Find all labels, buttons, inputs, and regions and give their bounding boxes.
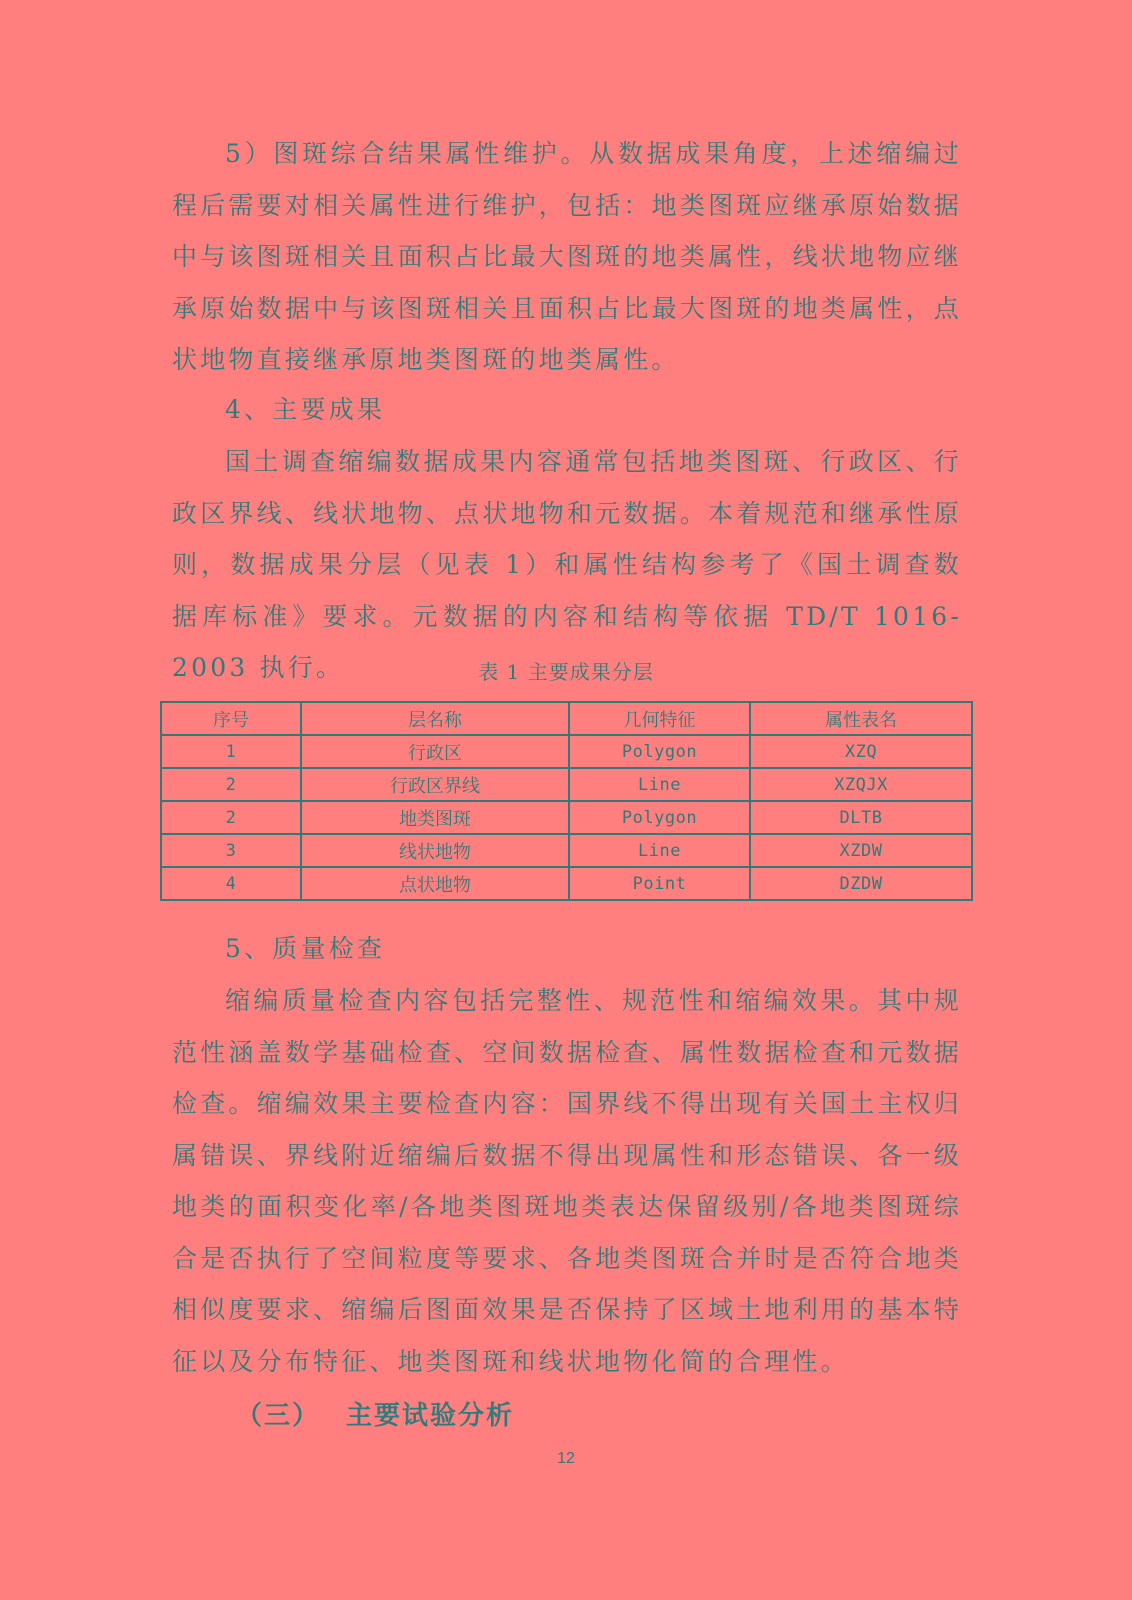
cell-serial: 3 <box>161 834 301 867</box>
results-layer-table <box>160 701 973 901</box>
cell-serial: 2 <box>161 801 301 834</box>
table-row <box>161 768 972 801</box>
cell-layer-name: 点状地物 <box>301 867 569 900</box>
table-row <box>161 735 972 768</box>
paragraph-main-results: 国土调查缩编数据成果内容通常包括地类图斑、行政区、行政区界线、线状地物、点状地物和元数据。本着规范和继承性原则，数据成果分层（见表 1）和属性结构参考了《国土调查数据库标准》要求。元数据的内容和结构等依据 TD/T 1016-2003 执行。 <box>172 447 962 682</box>
cell-serial: 2 <box>161 768 301 801</box>
header-layer-name: 层名称 <box>301 702 569 735</box>
cell-geometry: Polygon <box>569 735 750 768</box>
cell-serial: 1 <box>161 735 301 768</box>
cell-layer-name: 地类图斑 <box>301 801 569 834</box>
header-serial: 序号 <box>161 702 301 735</box>
section-number: （三） <box>236 1401 321 1431</box>
section-title: 主要试验分析 <box>346 1401 515 1431</box>
table-row <box>161 867 972 900</box>
cell-geometry: Point <box>569 867 750 900</box>
cell-serial: 4 <box>161 867 301 900</box>
cell-layer-name: 线状地物 <box>301 834 569 867</box>
cell-geometry: Polygon <box>569 801 750 834</box>
cell-geometry: Line <box>569 834 750 867</box>
heading-quality-check: 5、质量检查 <box>225 934 386 963</box>
paragraph-attribute-maintenance: 5）图斑综合结果属性维护。从数据成果角度，上述缩编过程后需要对相关属性进行维护，包括：地类图斑应继承原始数据中与该图斑相关且面积占比最大图斑的地类属性，线状地物应继承原始数据中与该图斑相关且面积占比最大图斑的地类属性，点状地物直接继承原地类图斑的地类属性。 <box>172 139 962 374</box>
cell-attribute-table: XZDW <box>750 834 972 867</box>
section-heading <box>236 1395 514 1432</box>
cell-layer-name: 行政区 <box>301 735 569 768</box>
table-header-row <box>161 702 972 735</box>
header-geometry: 几何特征 <box>569 702 750 735</box>
page-number: 12 <box>557 1450 575 1467</box>
heading-main-results: 4、主要成果 <box>225 395 386 424</box>
cell-geometry: Line <box>569 768 750 801</box>
cell-attribute-table: XZQ <box>750 735 972 768</box>
cell-attribute-table: DZDW <box>750 867 972 900</box>
paragraph-quality-check: 缩编质量检查内容包括完整性、规范性和缩编效果。其中规范性涵盖数学基础检查、空间数据检查、属性数据检查和元数据检查。缩编效果主要检查内容：国界线不得出现有关国土主权归属错误、界线附近缩编后数据不得出现属性和形态错误、各一级地类的面积变化率/各地类图斑地类表达保留级别/各地类图斑综合是否执行了空间粒度等要求、各地类图斑合并时是否符合地类相似度要求、缩编后图面效果是否保持了区域土地利用的基本特征以及分布特征、地类图斑和线状地物化简的合理性。 <box>172 986 962 1376</box>
cell-attribute-table: XZQJX <box>750 768 972 801</box>
table-caption: 表 1 主要成果分层 <box>478 660 654 684</box>
table-row <box>161 834 972 867</box>
table-row <box>161 801 972 834</box>
header-attribute-table: 属性表名 <box>750 702 972 735</box>
cell-attribute-table: DLTB <box>750 801 972 834</box>
cell-layer-name: 行政区界线 <box>301 768 569 801</box>
